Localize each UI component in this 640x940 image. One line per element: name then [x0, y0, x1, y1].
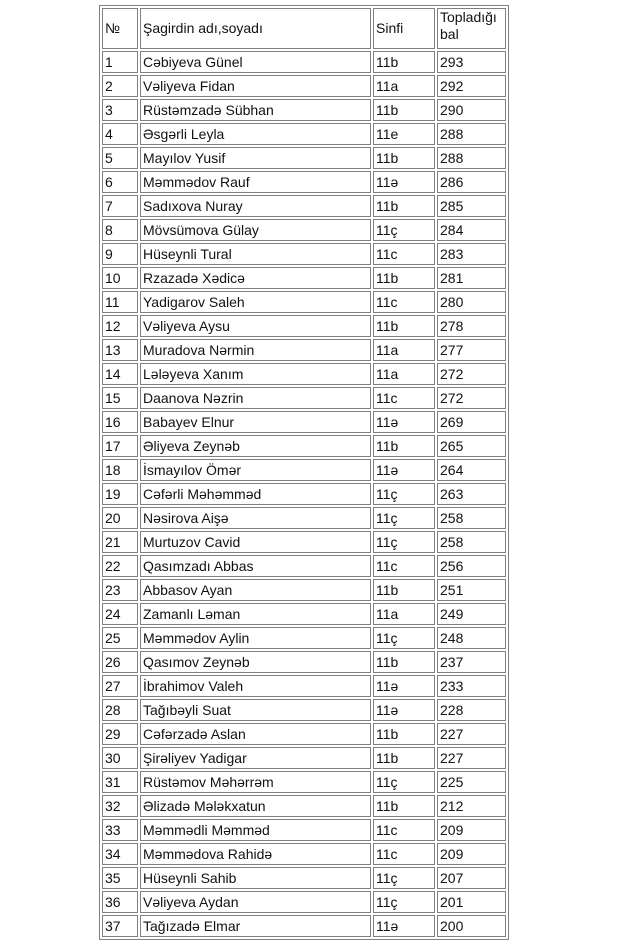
row-number-cell: 10: [102, 267, 138, 289]
class-cell: 11b: [373, 651, 435, 673]
student-name-cell: Lələyeva Xanım: [140, 363, 371, 385]
student-name-cell: Vəliyeva Aysu: [140, 315, 371, 337]
table-row: [102, 555, 506, 577]
class-cell: 11c: [373, 843, 435, 865]
table-row: [102, 243, 506, 265]
table-row: [102, 483, 506, 505]
row-number-cell: 25: [102, 627, 138, 649]
score-cell: 264: [437, 459, 506, 481]
student-name-cell: Vəliyeva Fidan: [140, 75, 371, 97]
score-cell: 288: [437, 123, 506, 145]
score-cell: 293: [437, 51, 506, 73]
class-cell: 11ç: [373, 531, 435, 553]
student-name-cell: Abbasov Ayan: [140, 579, 371, 601]
student-name-cell: Əsgərli Leyla: [140, 123, 371, 145]
row-number-cell: 11: [102, 291, 138, 313]
class-cell: 11b: [373, 723, 435, 745]
student-name-cell: Nəsirova Aişə: [140, 507, 371, 529]
score-cell: 258: [437, 531, 506, 553]
row-number-cell: 24: [102, 603, 138, 625]
table-row: [102, 819, 506, 841]
score-cell: 290: [437, 99, 506, 121]
table-row: [102, 627, 506, 649]
score-cell: 207: [437, 867, 506, 889]
table-row: [102, 411, 506, 433]
row-number-cell: 7: [102, 195, 138, 217]
header-student-name: Şagirdin adı,soyadı: [140, 8, 371, 49]
student-name-cell: Əlizadə Mələkxatun: [140, 795, 371, 817]
score-cell: 278: [437, 315, 506, 337]
score-cell: 233: [437, 675, 506, 697]
score-cell: 249: [437, 603, 506, 625]
results-table: [99, 5, 509, 940]
class-cell: 11b: [373, 435, 435, 457]
student-name-cell: Muradova Nərmin: [140, 339, 371, 361]
score-cell: 228: [437, 699, 506, 721]
class-cell: 11ə: [373, 915, 435, 937]
score-cell: 200: [437, 915, 506, 937]
score-cell: 288: [437, 147, 506, 169]
student-name-cell: Məmmədov Aylin: [140, 627, 371, 649]
student-name-cell: Hüseynli Sahib: [140, 867, 371, 889]
score-cell: 281: [437, 267, 506, 289]
score-cell: 209: [437, 843, 506, 865]
table-row: [102, 531, 506, 553]
row-number-cell: 21: [102, 531, 138, 553]
table-row: [102, 267, 506, 289]
header-number: №: [102, 8, 138, 49]
table-row: [102, 603, 506, 625]
class-cell: 11ç: [373, 219, 435, 241]
row-number-cell: 26: [102, 651, 138, 673]
class-cell: 11b: [373, 267, 435, 289]
row-number-cell: 12: [102, 315, 138, 337]
class-cell: 11a: [373, 363, 435, 385]
table-row: [102, 123, 506, 145]
score-cell: 272: [437, 387, 506, 409]
results-table-container: [99, 5, 509, 940]
student-name-cell: Cəfərzadə Aslan: [140, 723, 371, 745]
score-cell: 227: [437, 723, 506, 745]
table-row: [102, 291, 506, 313]
row-number-cell: 14: [102, 363, 138, 385]
table-row: [102, 723, 506, 745]
table-row: [102, 219, 506, 241]
class-cell: 11ə: [373, 411, 435, 433]
class-cell: 11b: [373, 579, 435, 601]
table-row: [102, 459, 506, 481]
table-row: [102, 699, 506, 721]
student-name-cell: Sadıxova Nuray: [140, 195, 371, 217]
student-name-cell: Mövsümova Gülay: [140, 219, 371, 241]
class-cell: 11b: [373, 795, 435, 817]
row-number-cell: 3: [102, 99, 138, 121]
row-number-cell: 28: [102, 699, 138, 721]
score-cell: 263: [437, 483, 506, 505]
student-name-cell: Hüseynli Tural: [140, 243, 371, 265]
row-number-cell: 23: [102, 579, 138, 601]
student-name-cell: Mayılov Yusif: [140, 147, 371, 169]
student-name-cell: Qasımov Zeynəb: [140, 651, 371, 673]
table-row: [102, 867, 506, 889]
row-number-cell: 1: [102, 51, 138, 73]
row-number-cell: 34: [102, 843, 138, 865]
class-cell: 11c: [373, 555, 435, 577]
student-name-cell: Məmmədova Rahidə: [140, 843, 371, 865]
class-cell: 11ç: [373, 507, 435, 529]
table-row: [102, 579, 506, 601]
table-row: [102, 675, 506, 697]
student-name-cell: Şirəliyev Yadigar: [140, 747, 371, 769]
table-row: [102, 747, 506, 769]
row-number-cell: 30: [102, 747, 138, 769]
row-number-cell: 6: [102, 171, 138, 193]
table-body: [102, 51, 506, 937]
row-number-cell: 19: [102, 483, 138, 505]
score-cell: 209: [437, 819, 506, 841]
score-cell: 280: [437, 291, 506, 313]
student-name-cell: Babayev Elnur: [140, 411, 371, 433]
class-cell: 11b: [373, 147, 435, 169]
score-cell: 227: [437, 747, 506, 769]
student-name-cell: Əliyeva Zeynəb: [140, 435, 371, 457]
class-cell: 11ç: [373, 627, 435, 649]
score-cell: 285: [437, 195, 506, 217]
score-cell: 272: [437, 363, 506, 385]
row-number-cell: 2: [102, 75, 138, 97]
student-name-cell: Daanova Nəzrin: [140, 387, 371, 409]
score-cell: 283: [437, 243, 506, 265]
score-cell: 292: [437, 75, 506, 97]
class-cell: 11b: [373, 747, 435, 769]
student-name-cell: Zamanlı Ləman: [140, 603, 371, 625]
score-cell: 201: [437, 891, 506, 913]
score-cell: 286: [437, 171, 506, 193]
student-name-cell: Cəbiyeva Günel: [140, 51, 371, 73]
row-number-cell: 27: [102, 675, 138, 697]
class-cell: 11ə: [373, 459, 435, 481]
class-cell: 11ç: [373, 867, 435, 889]
class-cell: 11ç: [373, 891, 435, 913]
table-row: [102, 795, 506, 817]
row-number-cell: 8: [102, 219, 138, 241]
table-row: [102, 651, 506, 673]
table-row: [102, 387, 506, 409]
row-number-cell: 5: [102, 147, 138, 169]
row-number-cell: 18: [102, 459, 138, 481]
row-number-cell: 17: [102, 435, 138, 457]
class-cell: 11c: [373, 387, 435, 409]
table-row: [102, 147, 506, 169]
student-name-cell: İsmayılov Ömər: [140, 459, 371, 481]
student-name-cell: İbrahimov Valeh: [140, 675, 371, 697]
class-cell: 11a: [373, 339, 435, 361]
score-cell: 269: [437, 411, 506, 433]
table-row: [102, 891, 506, 913]
row-number-cell: 22: [102, 555, 138, 577]
row-number-cell: 29: [102, 723, 138, 745]
class-cell: 11ç: [373, 483, 435, 505]
score-cell: 256: [437, 555, 506, 577]
table-row: [102, 843, 506, 865]
class-cell: 11ə: [373, 699, 435, 721]
student-name-cell: Tağıbəyli Suat: [140, 699, 371, 721]
score-cell: 258: [437, 507, 506, 529]
table-row: [102, 99, 506, 121]
score-cell: 248: [437, 627, 506, 649]
class-cell: 11e: [373, 123, 435, 145]
row-number-cell: 13: [102, 339, 138, 361]
class-cell: 11c: [373, 291, 435, 313]
student-name-cell: Murtuzov Cavid: [140, 531, 371, 553]
row-number-cell: 31: [102, 771, 138, 793]
table-row: [102, 171, 506, 193]
student-name-cell: Məmmədli Məmməd: [140, 819, 371, 841]
table-row: [102, 771, 506, 793]
row-number-cell: 16: [102, 411, 138, 433]
student-name-cell: Yadigarov Saleh: [140, 291, 371, 313]
table-header-row: [102, 8, 506, 49]
row-number-cell: 15: [102, 387, 138, 409]
score-cell: 284: [437, 219, 506, 241]
table-row: [102, 339, 506, 361]
class-cell: 11b: [373, 195, 435, 217]
class-cell: 11a: [373, 603, 435, 625]
class-cell: 11c: [373, 819, 435, 841]
row-number-cell: 4: [102, 123, 138, 145]
class-cell: 11ə: [373, 675, 435, 697]
table-row: [102, 435, 506, 457]
student-name-cell: Cəfərli Məhəmməd: [140, 483, 371, 505]
class-cell: 11a: [373, 75, 435, 97]
student-name-cell: Rüstəmzadə Sübhan: [140, 99, 371, 121]
score-cell: 237: [437, 651, 506, 673]
row-number-cell: 35: [102, 867, 138, 889]
student-name-cell: Vəliyeva Aydan: [140, 891, 371, 913]
class-cell: 11ə: [373, 171, 435, 193]
score-cell: 225: [437, 771, 506, 793]
class-cell: 11b: [373, 99, 435, 121]
table-row: [102, 75, 506, 97]
table-row: [102, 507, 506, 529]
student-name-cell: Rzazadə Xədicə: [140, 267, 371, 289]
table-row: [102, 195, 506, 217]
table-row: [102, 915, 506, 937]
student-name-cell: Qasımzadı Abbas: [140, 555, 371, 577]
header-class: Sinfi: [373, 8, 435, 49]
row-number-cell: 36: [102, 891, 138, 913]
student-name-cell: Tağızadə Elmar: [140, 915, 371, 937]
class-cell: 11b: [373, 51, 435, 73]
score-cell: 277: [437, 339, 506, 361]
student-name-cell: Rüstəmov Məhərrəm: [140, 771, 371, 793]
row-number-cell: 37: [102, 915, 138, 937]
score-cell: 265: [437, 435, 506, 457]
row-number-cell: 32: [102, 795, 138, 817]
score-cell: 212: [437, 795, 506, 817]
score-cell: 251: [437, 579, 506, 601]
class-cell: 11c: [373, 243, 435, 265]
row-number-cell: 33: [102, 819, 138, 841]
header-score: Topladığı bal: [437, 8, 506, 49]
class-cell: 11ç: [373, 771, 435, 793]
student-name-cell: Məmmədov Rauf: [140, 171, 371, 193]
table-row: [102, 363, 506, 385]
row-number-cell: 20: [102, 507, 138, 529]
row-number-cell: 9: [102, 243, 138, 265]
table-row: [102, 315, 506, 337]
table-row: [102, 51, 506, 73]
class-cell: 11b: [373, 315, 435, 337]
